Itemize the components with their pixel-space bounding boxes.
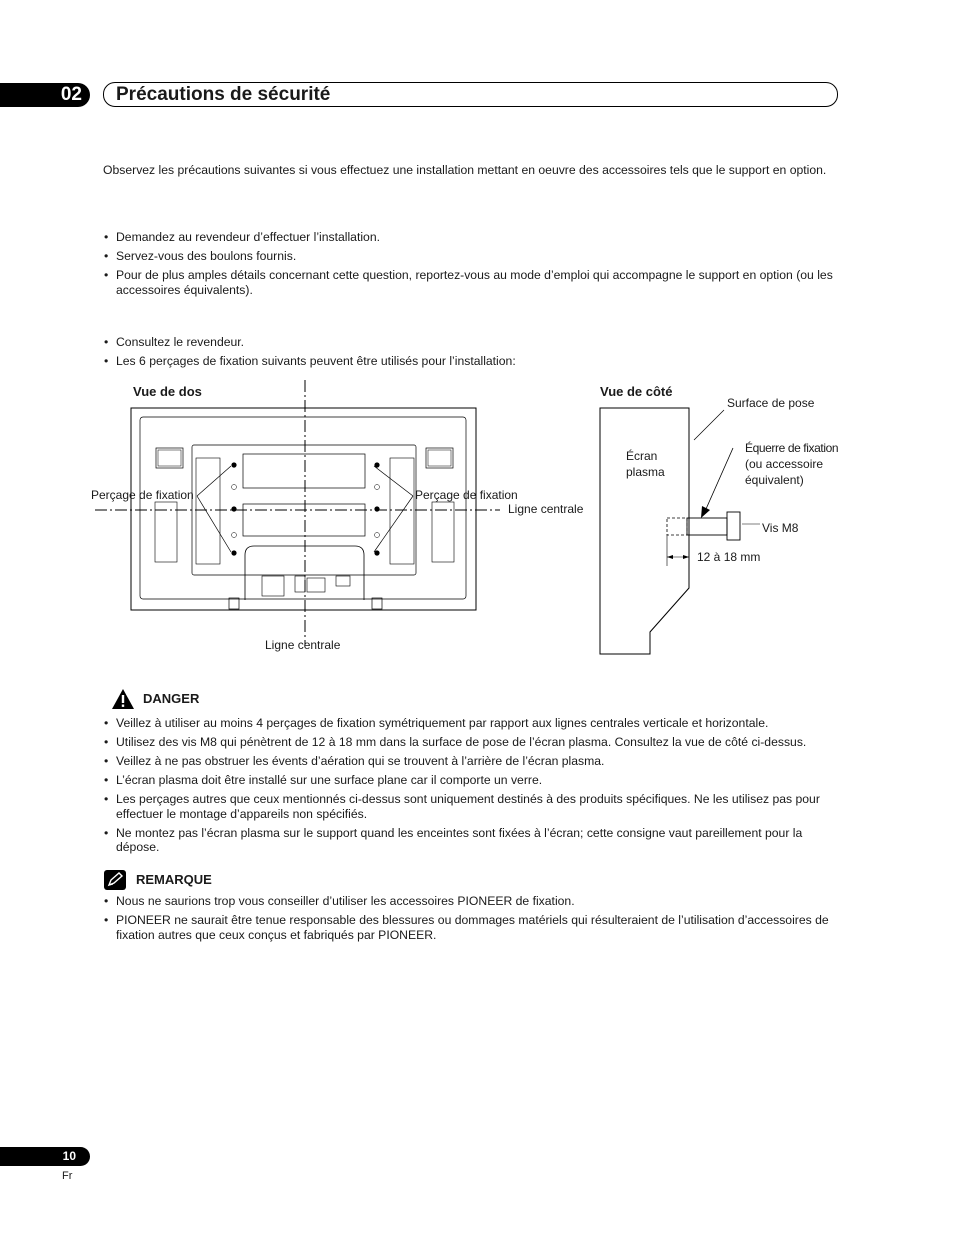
list-item: • Consultez le revendeur. bbox=[104, 335, 839, 350]
note-icon bbox=[104, 870, 126, 890]
list-item: • Les perçages autres que ceux mentionnés ci-dessus sont uniquement destinés à des produits spécifiques. Ne les utilisez pas pour effectuer le montage d’appareils non spécifiés. bbox=[104, 792, 844, 821]
center-line-label-h: Ligne centrale bbox=[508, 502, 584, 516]
list-item: • Demandez au revendeur d’effectuer l’installation. bbox=[104, 230, 839, 245]
bracket-label-1: Équerre de fixation bbox=[745, 441, 839, 455]
danger-list bbox=[104, 716, 844, 859]
hole-marker bbox=[231, 462, 236, 467]
page-number: 10 bbox=[0, 1147, 90, 1166]
list-item: • Ne montez pas l’écran plasma sur le support quand les enceintes sont fixées à l’écran; cette consigne vaut pareillement pour la dépose. bbox=[104, 826, 844, 855]
bracket-label-3: équivalent) bbox=[745, 473, 804, 487]
screen-label-2: plasma bbox=[626, 465, 665, 479]
mounting-diagram bbox=[0, 370, 954, 670]
list-item: • PIONEER ne saurait être tenue responsable des blessures ou dommages matériels qui résulteraient de l’utilisation d’accessoires de fixation autres que ceux conçus et fabriqués par PIONEER. bbox=[104, 913, 844, 942]
chapter-number: 02 bbox=[0, 83, 90, 107]
depth-label: 12 à 18 mm bbox=[697, 550, 761, 564]
page-title: Précautions de sécurité bbox=[116, 84, 331, 105]
side-view-outline bbox=[600, 408, 689, 654]
list-item: • Veillez à ne pas obstruer les évents d’aération qui se trouvent à l’arrière de l’écran plasma. bbox=[104, 754, 844, 769]
holes-list bbox=[104, 335, 839, 373]
bracket-label-2: (ou accessoire bbox=[745, 457, 824, 471]
hole-marker bbox=[231, 506, 236, 511]
screw-label: Vis M8 bbox=[762, 521, 799, 535]
list-item: • L’écran plasma doit être installé sur une surface plane car il comporte un verre. bbox=[104, 773, 844, 788]
hole-marker bbox=[231, 550, 236, 555]
hole-marker bbox=[374, 506, 379, 511]
language-code: Fr bbox=[62, 1170, 73, 1182]
danger-heading: DANGER bbox=[143, 691, 200, 706]
install-list bbox=[104, 230, 839, 302]
back-view-title: Vue de dos bbox=[133, 384, 202, 399]
hole-label-right: Perçage de fixation bbox=[415, 488, 518, 502]
center-line-label-v: Ligne centrale bbox=[265, 638, 341, 652]
mounting-surface-label: Surface de pose bbox=[727, 396, 815, 410]
hole-label-left: Perçage de fixation bbox=[91, 488, 194, 502]
screw-head bbox=[727, 512, 740, 540]
list-item: • Nous ne saurions trop vous conseiller d’utiliser les accessoires PIONEER de fixation. bbox=[104, 894, 844, 909]
tv-back-outline bbox=[131, 408, 476, 610]
warning-icon bbox=[111, 688, 135, 710]
remarque-list bbox=[104, 894, 844, 947]
list-item: • Servez-vous des boulons fournis. bbox=[104, 249, 839, 264]
remarque-heading: REMARQUE bbox=[136, 872, 212, 887]
hole-marker bbox=[374, 550, 379, 555]
side-view-title: Vue de côté bbox=[600, 384, 673, 399]
screw-shank bbox=[687, 518, 727, 535]
screen-label-1: Écran bbox=[626, 449, 658, 463]
list-item: • Pour de plus amples détails concernant cette question, reportez-vous au mode d’emploi qui accompagne le support en option (ou les accessoires équivalents). bbox=[104, 268, 839, 297]
list-item: • Utilisez des vis M8 qui pénètrent de 12 à 18 mm dans la surface de pose de l’écran plasma. Consultez la vue de côté ci-dessus. bbox=[104, 735, 844, 750]
list-item: • Veillez à utiliser au moins 4 perçages de fixation symétriquement par rapport aux lignes centrales verticale et horizontale. bbox=[104, 716, 844, 731]
list-item: • Les 6 perçages de fixation suivants peuvent être utilisés pour l’installation: bbox=[104, 354, 839, 369]
intro-paragraph: Observez les précautions suivantes si vous effectuez une installation mettant en oeuvre des accessoires tels que le support en option. bbox=[103, 163, 827, 177]
